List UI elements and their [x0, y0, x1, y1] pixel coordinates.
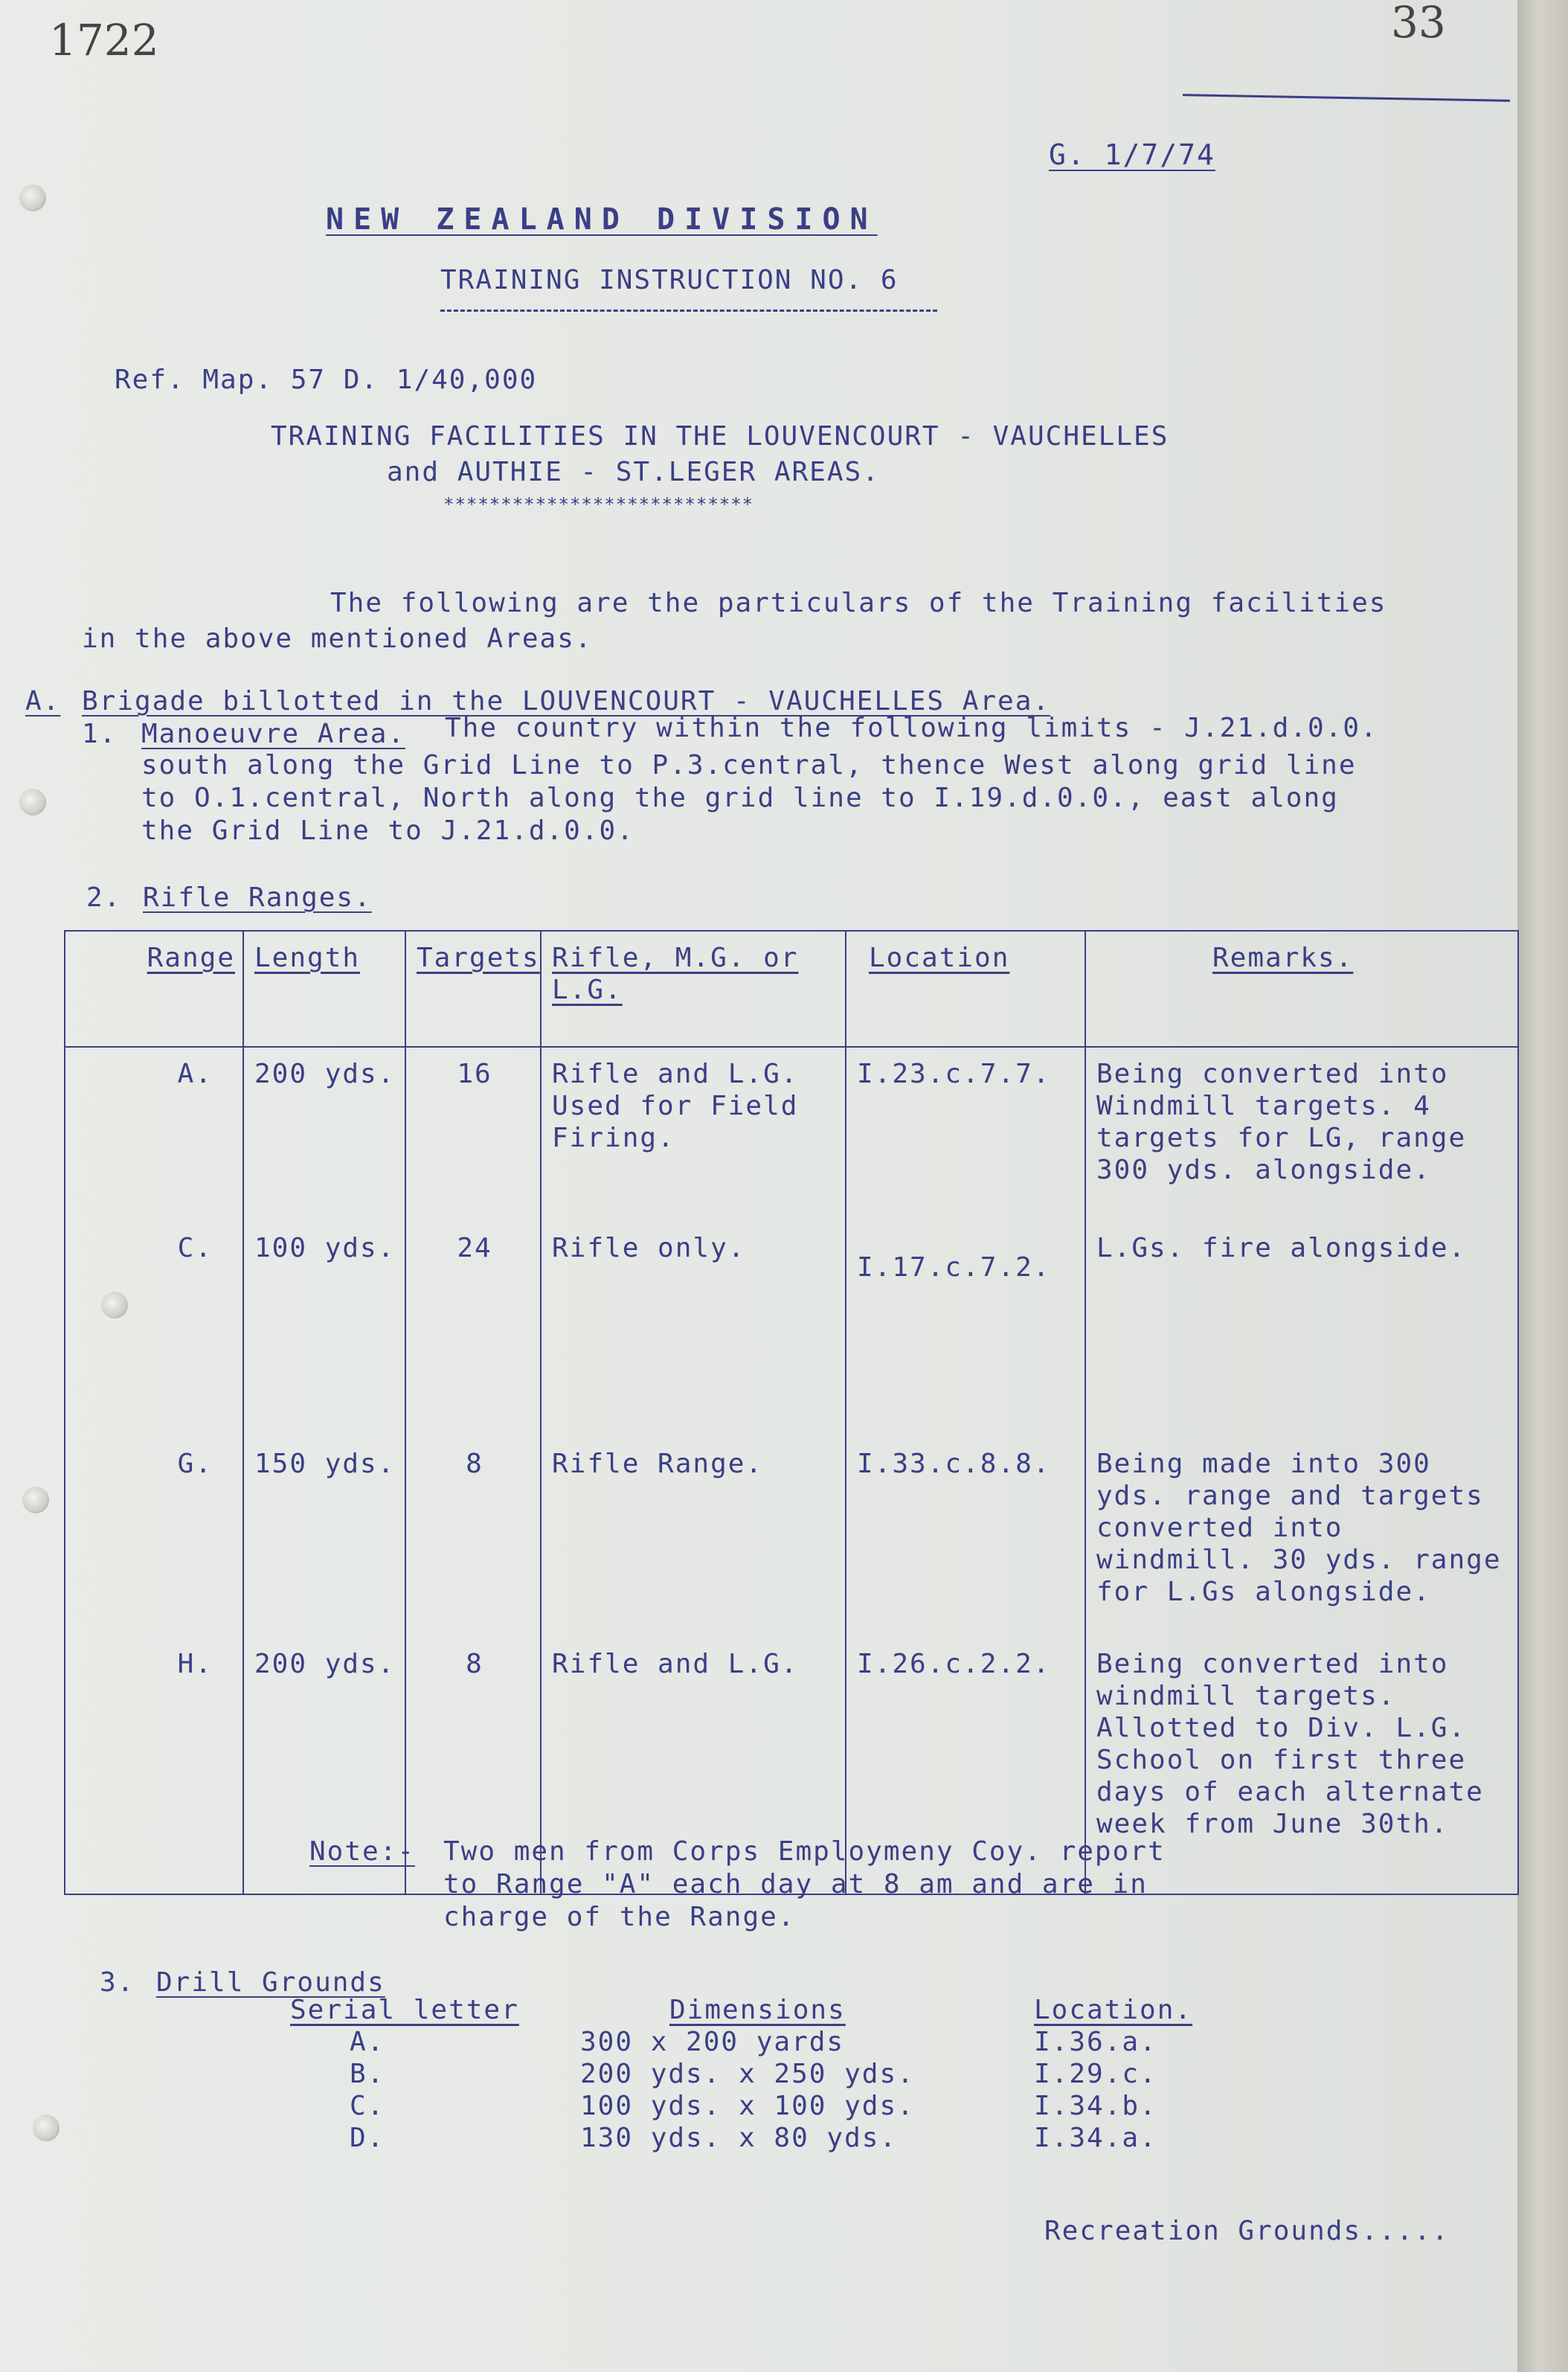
punch-hole: [19, 185, 46, 211]
cell-location: I.17.c.7.2.: [846, 1222, 1085, 1437]
cell-location: I.34.a.: [1034, 2123, 1157, 2153]
cell-length: 150 yds.: [243, 1437, 405, 1638]
cell-remarks: Being converted into Windmill targets. 4 targets for LG, range 300 yds. alongside.: [1085, 1047, 1518, 1222]
cell-targets: 16: [405, 1047, 541, 1222]
cell-serial: B.: [350, 2059, 385, 2089]
cell-dimensions: 200 yds. x 250 yds.: [580, 2059, 915, 2089]
column-header-location: Location: [846, 931, 1085, 1047]
column-header-location: Location.: [1034, 1995, 1193, 2025]
cell-range: C.: [65, 1222, 243, 1437]
subject-line-2: and AUTHIE - ST.LEGER AREAS.: [387, 457, 880, 487]
punch-hole: [19, 789, 46, 815]
punch-hole: [33, 2115, 60, 2141]
cell-location: I.33.c.8.8.: [846, 1437, 1085, 1638]
cell-location: I.29.c.: [1034, 2059, 1157, 2089]
note-line-2: to Range "A" each day at 8 am and are in: [443, 1869, 1148, 1900]
column-header-serial: Serial letter: [290, 1995, 519, 2025]
table-row: [65, 1437, 1518, 1638]
cell-serial: D.: [350, 2123, 385, 2153]
instruction-title: TRAINING INSTRUCTION NO. 6: [440, 265, 899, 295]
note-line-1: Two men from Corps Employmeny Coy. report: [443, 1836, 1166, 1867]
cell-serial: C.: [350, 2091, 385, 2121]
cell-dimensions: 100 yds. x 100 yds.: [580, 2091, 915, 2121]
cell-location: I.26.c.2.2.: [846, 1638, 1085, 1894]
cell-remarks: L.Gs. fire alongside.: [1085, 1222, 1518, 1437]
item-1-line-4: the Grid Line to J.21.d.0.0.: [141, 815, 634, 846]
cell-type: Rifle and L.G.: [541, 1638, 846, 1894]
drill-grounds-table: [290, 1994, 1287, 2154]
table-row: [65, 1047, 1518, 1222]
file-number: 1722: [49, 15, 159, 65]
item-1-line-3: to O.1.central, North along the grid line to I.19.d.0.0., east along: [141, 783, 1339, 813]
cell-dimensions: 130 yds. x 80 yds.: [580, 2123, 898, 2153]
column-header-length: Length: [243, 931, 405, 1047]
cell-type: Rifle and L.G. Used for Field Firing.: [541, 1047, 846, 1222]
cell-dimensions: 300 x 200 yards: [580, 2027, 845, 2057]
note-label: Note:-: [309, 1836, 416, 1867]
title-underline: [440, 310, 937, 312]
cell-length: 200 yds.: [243, 1047, 405, 1222]
item-1-title: Manoeuvre Area.: [141, 719, 406, 749]
reference-code: G. 1/7/74: [1049, 138, 1215, 171]
section-a-letter: A.: [25, 686, 61, 717]
column-header-remarks: Remarks.: [1085, 931, 1518, 1047]
cell-targets: 8: [405, 1437, 541, 1638]
cell-serial: A.: [350, 2027, 385, 2057]
cell-type: Rifle only.: [541, 1222, 846, 1437]
continuation-line: Recreation Grounds.....: [1044, 2216, 1450, 2246]
table-row: [290, 2026, 1287, 2058]
drill-grounds-title: Drill Grounds: [156, 1967, 385, 1998]
punch-hole: [22, 1487, 49, 1513]
column-header-targets: Targets: [405, 931, 541, 1047]
cell-type: Rifle Range.: [541, 1437, 846, 1638]
cell-length: 100 yds.: [243, 1222, 405, 1437]
rifle-ranges-title: Rifle Ranges.: [143, 882, 372, 913]
cell-location: I.23.c.7.7.: [846, 1047, 1085, 1222]
table-row: [290, 2090, 1287, 2122]
drill-grounds-number: 3.: [100, 1967, 135, 1998]
table-header-row: [290, 1994, 1287, 2026]
cell-location: I.36.a.: [1034, 2027, 1157, 2057]
cell-remarks: Being converted into windmill targets. Allotted to Div. L.G. School on first three days of each alternate week from June 30th.: [1085, 1638, 1518, 1894]
cell-range: H.: [65, 1638, 243, 1894]
cell-range: A.: [65, 1047, 243, 1222]
cell-targets: 24: [405, 1222, 541, 1437]
cell-range: G.: [65, 1437, 243, 1638]
intro-line-1: The following are the particulars of the Training facilities: [330, 588, 1387, 618]
page-edge: [1517, 0, 1568, 2372]
rifle-ranges-table: [64, 930, 1519, 1895]
cell-targets: 8: [405, 1638, 541, 1894]
map-reference: Ref. Map. 57 D. 1/40,000: [115, 365, 538, 395]
item-1-number: 1.: [82, 719, 118, 749]
column-header-range: Range: [65, 931, 243, 1047]
cell-remarks: Being made into 300 yds. range and targets converted into windmill. 30 yds. range for L.Gs alongside.: [1085, 1437, 1518, 1638]
division-heading: NEW ZEALAND DIVISION: [326, 202, 878, 237]
table-row: [290, 2058, 1287, 2090]
page-number: 33: [1391, 0, 1446, 48]
section-a-heading: Brigade billotted in the LOUVENCOURT - VAUCHELLES Area.: [82, 686, 1051, 717]
intro-line-2: in the above mentioned Areas.: [82, 624, 593, 654]
table-row: [65, 1222, 1518, 1437]
item-1-line-2: south along the Grid Line to P.3.central, thence West along grid line: [141, 750, 1357, 780]
table-row: [290, 2122, 1287, 2154]
item-1-line-1: The country within the following limits - J.21.d.0.0.: [445, 713, 1378, 743]
column-header-dimensions: Dimensions: [669, 1995, 846, 2025]
subject-stars: ***************************: [443, 494, 754, 515]
cell-length: 200 yds.: [243, 1638, 405, 1894]
table-header-row: [65, 931, 1518, 1047]
column-header-type: Rifle, M.G. or L.G.: [541, 931, 846, 1047]
cell-location: I.34.b.: [1034, 2091, 1157, 2121]
rifle-ranges-number: 2.: [86, 882, 122, 913]
note-line-3: charge of the Range.: [443, 1902, 796, 1932]
subject-line-1: TRAINING FACILITIES IN THE LOUVENCOURT - VAUCHELLES: [271, 421, 1169, 452]
